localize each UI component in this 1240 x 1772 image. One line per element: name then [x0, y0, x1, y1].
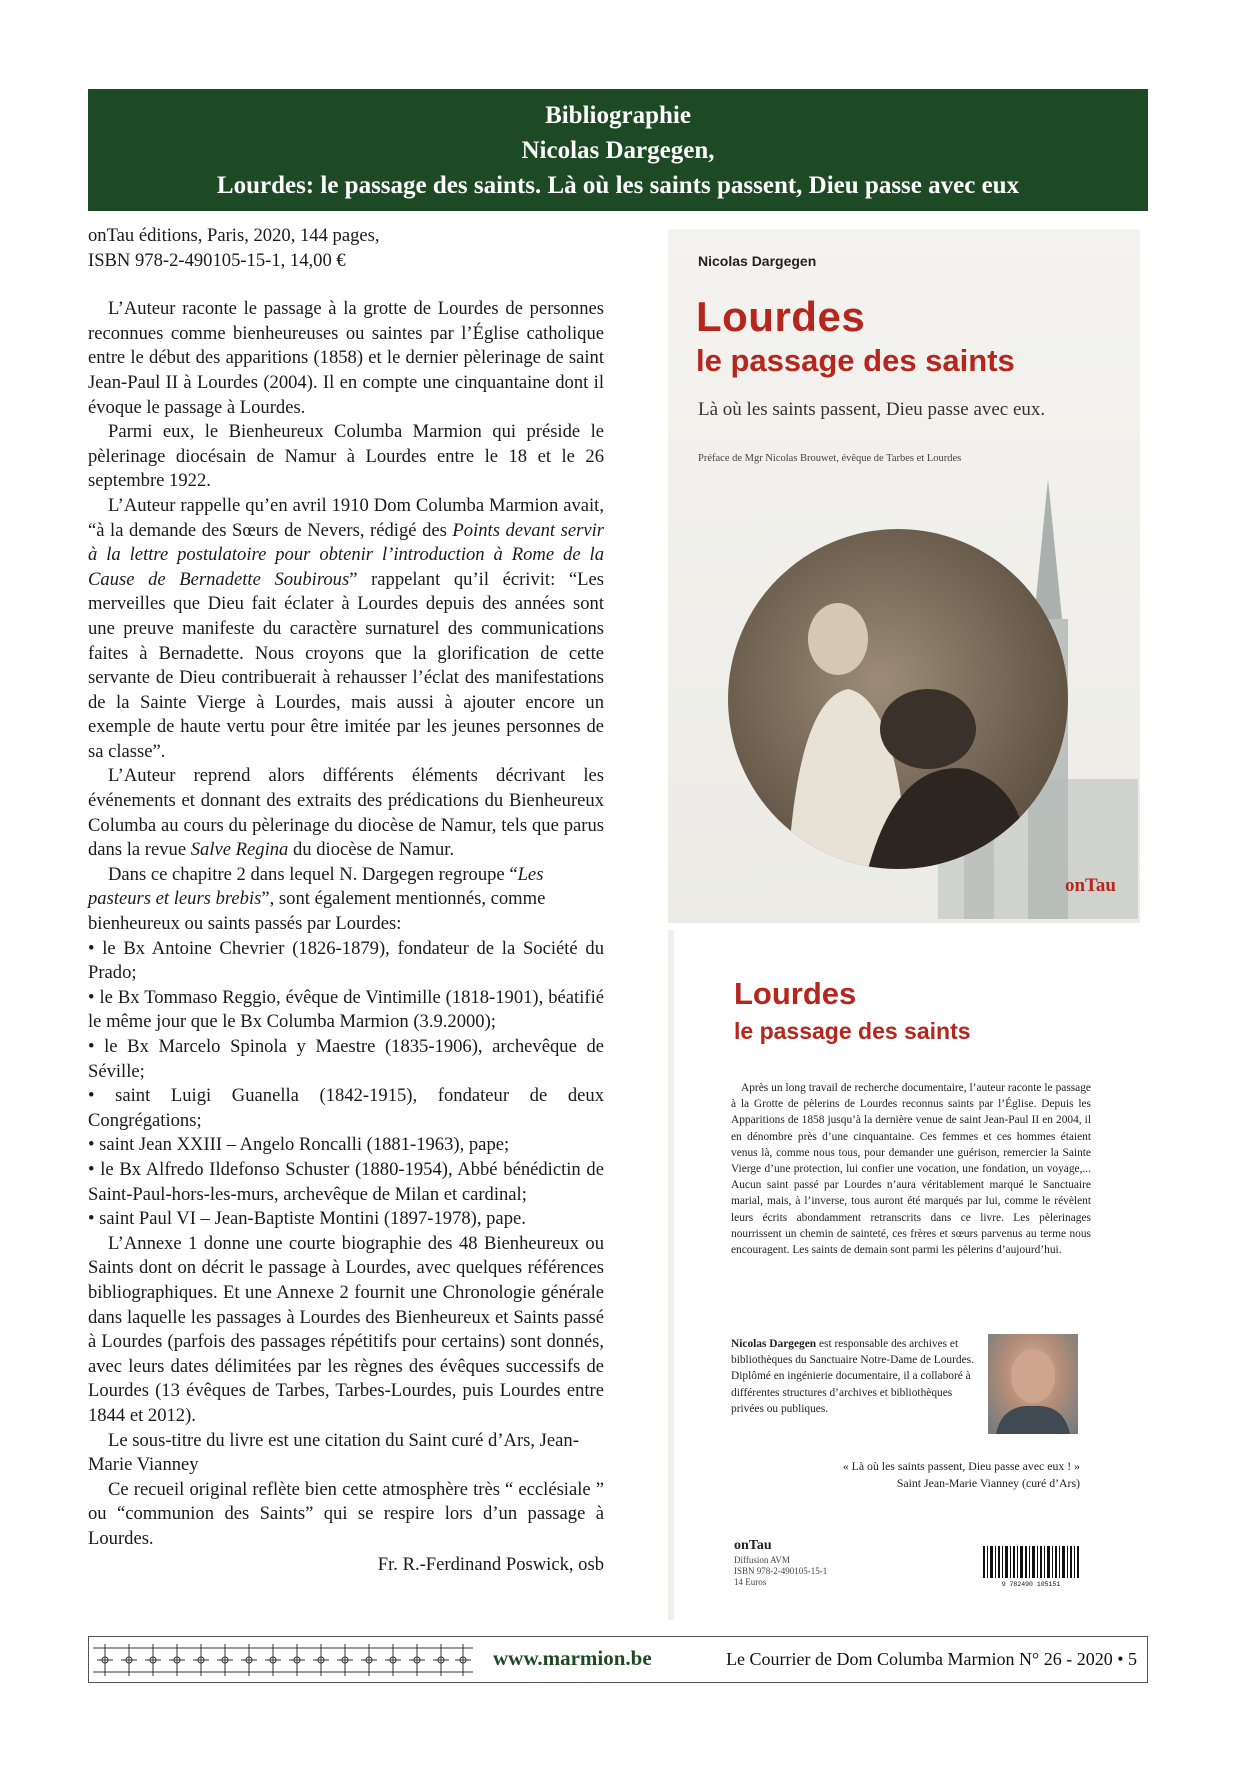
decorative-border-ornament-icon	[93, 1642, 473, 1678]
website-link[interactable]: www.marmion.be	[493, 1646, 652, 1670]
cover-publisher-logo: onTau	[1064, 875, 1116, 896]
review-text-column	[88, 224, 604, 1578]
cover-photograph	[728, 529, 1068, 869]
cover-title: Lourdes	[696, 293, 866, 340]
author-photo	[988, 1334, 1078, 1434]
author-bio: Nicolas Dargegen est responsable des archives et bibliothèques du Sanctuaire Notre-Dame de Lourdes. Diplômé en ingénierie documentaire, il a collaboré à différentes structures d’archives et bibliothèques privées ou publiques.	[731, 1338, 974, 1415]
cover-preface-note: Préface de Mgr Nicolas Brouwet, évêque de Tarbes et Lourdes	[698, 453, 962, 464]
paragraph: Ce recueil original reflète bien cette atmosphère très “ ecclésiale ” ou “communion des Saints” qui se respire lors d’un passage à Lourdes.	[88, 1478, 604, 1549]
book-title: Lourdes: le passage des saints. Là où les saints passent, Dieu passe avec eux	[216, 171, 1020, 199]
paragraph: Le sous-titre du livre est une citation du Saint curé d’Ars, Jean-Marie Vianney	[88, 1429, 579, 1476]
list-item: • saint Luigi Guanella (1842-1915), fondateur de deux Congrégations;	[88, 1085, 604, 1131]
book-author: Nicolas Dargegen,	[521, 136, 715, 164]
book-back-cover	[668, 930, 1140, 1620]
back-cover-imprint: Diffusion AVM ISBN 978-2-490105-15-1 14 Euros	[734, 1555, 828, 1587]
back-cover-title: Lourdes	[734, 976, 857, 1011]
paragraph: Parmi eux, le Bienheureux Columba Marmion qui préside le pèlerinage diocésain de Namur à Lourdes entre le 18 et le 26 septembre 1922.	[88, 421, 604, 492]
paragraph: L’Auteur raconte le passage à la grotte de Lourdes de personnes reconnues comme bienheureuses ou saintes par l’Église catholique entre le début des apparitions (1858) et le dernier pèlerinage de saint Jean-Paul II à Lourdes (2004). Il en compte une cinquantaine dont il évoque le passage à Lourdes.	[88, 298, 604, 418]
paragraph: Dans ce chapitre 2 dans lequel N. Dargegen regroupe “Les pasteurs et leurs brebis”, sont également mentionnés, comme bienheureux ou saints passés par Lourdes:	[88, 863, 546, 935]
barcode-icon	[981, 1544, 1081, 1588]
cover-subtitle: Là où les saints passent, Dieu passe avec eux.	[698, 399, 1046, 420]
journal-issue-page: Le Courrier de Dom Columba Marmion N° 26 - 2020 • 5	[726, 1649, 1137, 1669]
list-item: • le Bx Antoine Chevrier (1826-1879), fondateur de la Société du Prado;	[88, 937, 604, 984]
cover-author: Nicolas Dargegen	[698, 253, 817, 269]
cover-title-line2: le passage des saints	[696, 343, 1015, 378]
paragraph: L’Annexe 1 donne une courte biographie des 48 Bienheureux ou Saints dont on décrit le passage à Lourdes, avec quelques références bibliographiques. Et une Annexe 2 fournit une Chronologie générale dans laquelle les passages à Lourdes des Bienheureux et Saints passé à Lourdes (parfois des passages répétitifs pour certains) sont donnés, avec leurs dates délimitées par les règnes des évêques successifs de Lourdes (13 évêques de Tarbes, Tarbes-Lourdes, puis Lourdes entre 1844 et 2012).	[88, 1232, 604, 1426]
svg-text:9 782490 105151: 9 782490 105151	[1001, 1581, 1061, 1588]
article-header-banner	[88, 89, 1148, 211]
back-cover-blurb: Après un long travail de recherche documentaire, l’auteur raconte le passage à la Grotte de pèlerins de Lourdes reconnus saints par l’Église. Depuis les Apparitions de 1858 jusqu’à la dernière venue de saint Jean-Paul II en 2004, il en dénombre près d’une cinquantaine. Ces femmes et ces hommes étaient venus là, comme nous tous, pour demander une guérison, remercier la Sainte Vierge d’une protection, lui confier une vocation, une fondation, un voyage,... Aucun saint passé par Lourdes n’aura véritablement marqué le Sanctuaire marial, mais, à l’inverse, tous auront été marqués par lui, comme le révèlent leurs écrits abondamment retranscrits dans ce livre. Les pèlerinages nourrissent un chemin de sainteté, ces frères et sœurs parvenus au terme nous encouragent. Les saints de demain sont parmi les pèlerins d’aujourd’hui.	[731, 1082, 1091, 1257]
paragraph: L’Auteur reprend alors différents éléments décrivant les événements et donnant des extraits des prédications du Bienheureux Columba au cours du pèlerinage du diocèse de Namur, tels que parus dans la revue Salve Regina du diocèse de Namur.	[88, 765, 604, 861]
back-cover-publisher: onTau	[734, 1538, 772, 1553]
page-footer	[88, 1636, 1148, 1683]
saints-list	[88, 937, 604, 1232]
list-item: • le Bx Tommaso Reggio, évêque de Vintimille (1818-1901), béatifié le même jour que le Bx Columba Marmion (3.9.2000);	[88, 986, 604, 1033]
back-cover-quote: « Là où les saints passent, Dieu passe avec eux ! » Saint Jean-Marie Vianney (curé d’Ars)	[842, 1459, 1080, 1490]
publication-info-line: onTau éditions, Paris, 2020, 144 pages,	[88, 225, 380, 246]
book-front-cover	[668, 229, 1140, 923]
paragraph: L’Auteur rappelle qu’en avril 1910 Dom Columba Marmion avait, “à la demande des Sœurs de Nevers, rédigé des Points devant servir à la lettre postulatoire pour obtenir l’introduction à Rome de la Cause de Bernadette Soubirous” rappelant qu’il écrivit: “Les merveilles que Dieu fait éclater à Lourdes depuis des années sont une preuve manifeste du caractère surnaturel des communications faites à Bernadette. Nous croyons que la glorification de cette servante de Dieu contribuerait à rehausser l’éclat des manifestations de la Sainte Vierge à Lourdes, mais aussi à ajouter encore un exemple de haute vertu pour être imitée par les jeunes personnes de sa classe”.	[88, 494, 604, 762]
section-title: Bibliographie	[545, 101, 691, 129]
list-item: • le Bx Marcelo Spinola y Maestre (1835-1906), archevêque de Séville;	[88, 1036, 604, 1082]
isbn-price-line: ISBN 978-2-490105-15-1, 14,00 €	[88, 249, 346, 271]
back-cover-title-line2: le passage des saints	[734, 1018, 971, 1044]
list-item: • saint Paul VI – Jean-Baptiste Montini (1897-1978), pape.	[88, 1208, 526, 1230]
list-item: • saint Jean XXIII – Angelo Roncalli (1881-1963), pape;	[88, 1134, 510, 1156]
review-signature: Fr. R.-Ferdinand Poswick, osb	[377, 1554, 604, 1576]
list-item: • le Bx Alfredo Ildefonso Schuster (1880-1954), Abbé bénédictin de Saint-Paul-hors-les-murs, archevêque de Milan et cardinal;	[88, 1158, 604, 1205]
